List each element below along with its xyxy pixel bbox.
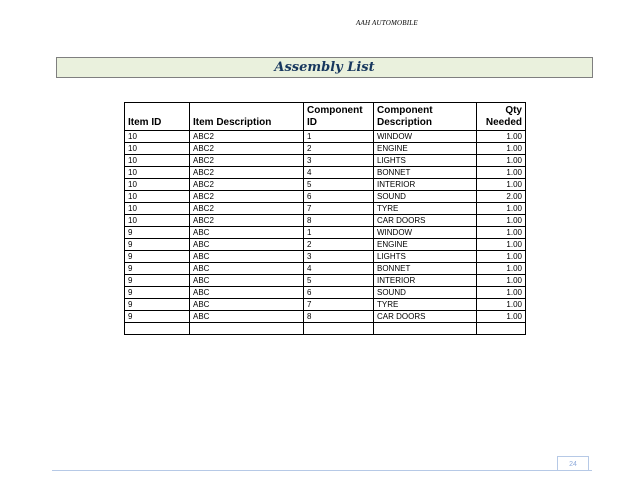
cell-qty-needed: 2.00 <box>477 191 526 203</box>
table-row <box>125 155 526 167</box>
cell-item-description: ABC <box>190 239 304 251</box>
cell-item-description: ABC2 <box>190 155 304 167</box>
cell-item-id: 10 <box>125 179 190 191</box>
empty-cell <box>125 323 190 335</box>
cell-item-id: 10 <box>125 215 190 227</box>
cell-qty-needed: 1.00 <box>477 155 526 167</box>
cell-item-id: 10 <box>125 155 190 167</box>
cell-component-description: INTERIOR <box>374 179 477 191</box>
header-component-id-line2: ID <box>307 117 317 128</box>
cell-component-id: 5 <box>304 275 374 287</box>
cell-qty-needed: 1.00 <box>477 227 526 239</box>
header-qty-line1: Qty <box>505 105 522 116</box>
empty-cell <box>374 323 477 335</box>
assembly-table <box>124 102 526 335</box>
cell-component-description: WINDOW <box>374 227 477 239</box>
cell-item-description: ABC2 <box>190 179 304 191</box>
cell-component-id: 7 <box>304 299 374 311</box>
cell-qty-needed: 1.00 <box>477 203 526 215</box>
table-row <box>125 191 526 203</box>
cell-component-description: SOUND <box>374 191 477 203</box>
table-row <box>125 299 526 311</box>
empty-cell <box>477 323 526 335</box>
table-row <box>125 131 526 143</box>
cell-item-description: ABC <box>190 227 304 239</box>
cell-component-id: 1 <box>304 131 374 143</box>
cell-item-id: 9 <box>125 299 190 311</box>
cell-item-id: 9 <box>125 275 190 287</box>
table-row <box>125 215 526 227</box>
cell-item-description: ABC2 <box>190 203 304 215</box>
table-row <box>125 251 526 263</box>
cell-component-id: 6 <box>304 191 374 203</box>
cell-qty-needed: 1.00 <box>477 287 526 299</box>
cell-component-id: 3 <box>304 251 374 263</box>
header-component-description-line2: Description <box>377 117 433 128</box>
cell-component-id: 6 <box>304 287 374 299</box>
cell-component-id: 4 <box>304 167 374 179</box>
header-component-id <box>304 103 374 131</box>
cell-component-description: ENGINE <box>374 143 477 155</box>
cell-item-id: 9 <box>125 263 190 275</box>
cell-component-description: SOUND <box>374 287 477 299</box>
cell-item-description: ABC <box>190 251 304 263</box>
cell-component-description: LIGHTS <box>374 155 477 167</box>
table-row <box>125 287 526 299</box>
cell-component-id: 1 <box>304 227 374 239</box>
cell-item-id: 9 <box>125 287 190 299</box>
table-row <box>125 275 526 287</box>
table-row <box>125 143 526 155</box>
document-header: AAH AUTOMOBILE <box>356 19 418 27</box>
cell-component-description: BONNET <box>374 167 477 179</box>
cell-qty-needed: 1.00 <box>477 275 526 287</box>
cell-component-description: INTERIOR <box>374 275 477 287</box>
cell-item-description: ABC <box>190 311 304 323</box>
cell-item-description: ABC2 <box>190 191 304 203</box>
cell-component-description: WINDOW <box>374 131 477 143</box>
table-row <box>125 263 526 275</box>
cell-item-id: 10 <box>125 143 190 155</box>
cell-component-description: BONNET <box>374 263 477 275</box>
empty-cell <box>304 323 374 335</box>
title-bar <box>56 57 593 78</box>
cell-component-id: 8 <box>304 311 374 323</box>
cell-item-id: 10 <box>125 131 190 143</box>
table-header-row <box>125 103 526 131</box>
footer-divider <box>52 470 592 471</box>
cell-qty-needed: 1.00 <box>477 251 526 263</box>
empty-cell <box>190 323 304 335</box>
header-component-description-line1: Component <box>377 105 433 116</box>
cell-qty-needed: 1.00 <box>477 299 526 311</box>
table-row <box>125 167 526 179</box>
cell-component-id: 5 <box>304 179 374 191</box>
cell-qty-needed: 1.00 <box>477 143 526 155</box>
cell-item-id: 9 <box>125 311 190 323</box>
cell-component-description: TYRE <box>374 203 477 215</box>
table-row <box>125 227 526 239</box>
cell-qty-needed: 1.00 <box>477 239 526 251</box>
cell-qty-needed: 1.00 <box>477 311 526 323</box>
cell-component-id: 7 <box>304 203 374 215</box>
cell-item-id: 10 <box>125 191 190 203</box>
cell-item-id: 10 <box>125 203 190 215</box>
table-row <box>125 311 526 323</box>
cell-component-id: 3 <box>304 155 374 167</box>
cell-component-description: CAR DOORS <box>374 215 477 227</box>
cell-item-description: ABC <box>190 275 304 287</box>
table-empty-row <box>125 323 526 335</box>
cell-component-id: 8 <box>304 215 374 227</box>
cell-item-description: ABC <box>190 263 304 275</box>
cell-component-description: ENGINE <box>374 239 477 251</box>
cell-component-id: 2 <box>304 239 374 251</box>
cell-item-description: ABC <box>190 299 304 311</box>
cell-item-description: ABC2 <box>190 215 304 227</box>
page-number: 24 <box>557 456 589 471</box>
cell-item-id: 9 <box>125 227 190 239</box>
cell-component-description: LIGHTS <box>374 251 477 263</box>
header-qty-line2: Needed <box>485 117 522 128</box>
page-title: Assembly List <box>274 60 375 75</box>
cell-qty-needed: 1.00 <box>477 263 526 275</box>
cell-item-id: 9 <box>125 251 190 263</box>
header-item-id: Item ID <box>125 103 190 131</box>
table-row <box>125 203 526 215</box>
cell-component-description: CAR DOORS <box>374 311 477 323</box>
header-qty-needed <box>477 103 526 131</box>
cell-qty-needed: 1.00 <box>477 215 526 227</box>
cell-component-id: 2 <box>304 143 374 155</box>
table-row <box>125 239 526 251</box>
header-component-id-line1: Component <box>307 105 363 116</box>
cell-item-description: ABC2 <box>190 167 304 179</box>
cell-item-description: ABC <box>190 287 304 299</box>
cell-component-id: 4 <box>304 263 374 275</box>
cell-qty-needed: 1.00 <box>477 167 526 179</box>
cell-item-description: ABC2 <box>190 143 304 155</box>
cell-item-description: ABC2 <box>190 131 304 143</box>
cell-qty-needed: 1.00 <box>477 131 526 143</box>
table-row <box>125 179 526 191</box>
cell-qty-needed: 1.00 <box>477 179 526 191</box>
cell-item-id: 9 <box>125 239 190 251</box>
header-item-description: Item Description <box>190 103 304 131</box>
cell-item-id: 10 <box>125 167 190 179</box>
cell-component-description: TYRE <box>374 299 477 311</box>
header-component-description <box>374 103 477 131</box>
